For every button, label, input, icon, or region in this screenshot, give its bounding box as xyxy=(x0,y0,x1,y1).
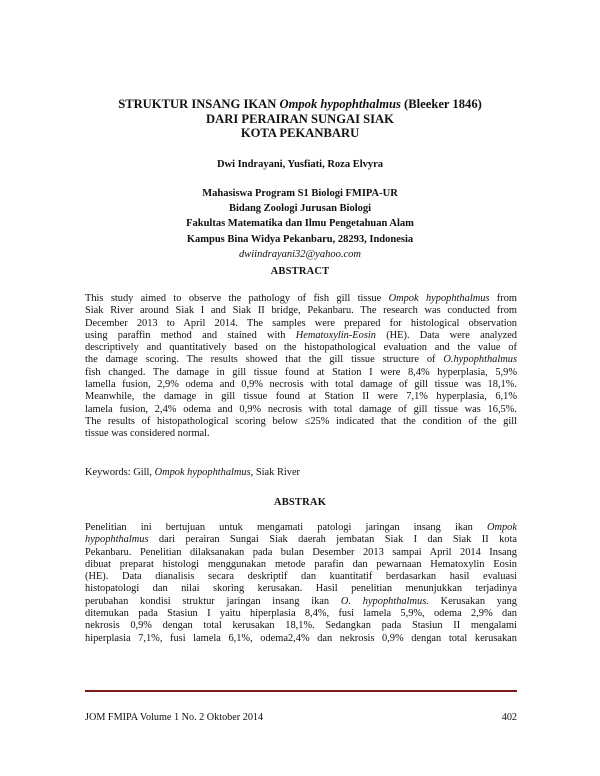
abstract-line: fish changed. The damage in gill tissue found at Station I were 8,4% hyperplasia, 5,9% xyxy=(85,366,517,378)
abstract-line: December 2013 to April 2014. The samples were prepared for histological observation xyxy=(85,317,517,329)
affiliation-line-2: Bidang Zoologi Jurusan Biologi xyxy=(228,203,372,215)
abstrak-line: perubahan kondisi struktur jaringan insang ikan O. hypophthalmus. Kerusakan yang xyxy=(85,595,518,607)
abstract-heading: ABSTRACT xyxy=(270,266,330,277)
affiliation xyxy=(60,186,540,262)
affiliation-line-3: Fakultas Matematika dan Ilmu Pengetahuan Alam xyxy=(186,218,414,230)
abstract-line: The results of histopathological scoring below ≤25% indicated that the condition of the gill xyxy=(85,415,517,427)
abstract-body xyxy=(85,293,517,441)
abstract-line: This study aimed to observe the pathology of fish gill tissue Ompok hypophthalmus from xyxy=(85,293,517,304)
author-email: dwiindrayani32@yahoo.com xyxy=(239,248,361,260)
keywords: Keywords: Gill, Ompok hypophthalmus, Siak River xyxy=(85,467,301,478)
title-species: Ompok hypophthalmus xyxy=(279,97,401,111)
abstrak-line: Penelitian ini bertujuan untuk mengamati patologi jaringan insang ikan Ompok xyxy=(85,522,517,533)
abstract-line: Meanwhile, the damage in gill tissue found at Station II were 7,1% hyperplasia, 6,1% xyxy=(85,391,517,403)
paper-title xyxy=(60,97,540,141)
journal-citation: JOM FMIPA Volume 1 No. 2 Oktober 2014 xyxy=(85,712,264,723)
page-number: 402 xyxy=(501,712,517,723)
abstrak-line: Pekanbaru. Penelitian dilaksanakan pada bulan Desember 2013 sampai April 2014 Insang xyxy=(85,546,517,558)
abstrak-body xyxy=(85,522,517,645)
title-line-2: DARI PERAIRAN SUNGAI SIAK xyxy=(206,111,394,126)
title-line-1: STRUKTUR INSANG IKAN Ompok hypophthalmus (Bleeker 1846) xyxy=(118,97,482,111)
abstract-line: tissue was considered normal. xyxy=(85,428,210,440)
abstrak-line: (HE). Data dianalisis secara deskriptif dan kuantitatif berdasarkan hasil evaluasi xyxy=(85,571,517,583)
abstrak-line: histopatologi dan nilai skoring kerusakan. Hasil penelitian menunjukkan terjadinya xyxy=(85,583,517,595)
affiliation-line-4: Kampus Bina Widya Pekanbaru, 28293, Indonesia xyxy=(186,233,414,245)
abstract-line: Siak River around Siak I and Siak II bridge, Pekanbaru. The research was conducted from xyxy=(85,305,517,317)
abstrak-heading: ABSTRAK xyxy=(273,497,327,508)
title-line-3: KOTA PEKANBARU xyxy=(240,126,360,141)
abstract-line: using paraffin method and stained with Hematoxylin-Eosin (HE). Data were analyzed xyxy=(85,329,518,341)
abstrak-line: hiperplasia 7,1%, fusi lamela 6,1%, odema2,4% dan nekrosis 0,9% dengan total kerusakan xyxy=(85,632,517,644)
authors: Dwi Indrayani, Yusfiati, Roza Elvyra xyxy=(216,159,384,170)
abstract-line: lamela fusion, 2,4% odema and 0,9% necrosis with total damage of gill tissue was 16,5%. xyxy=(85,403,517,415)
abstract-line: descriptively and quantitatively based on the histopathological evaluation and the value of xyxy=(85,342,517,354)
abstrak-line: nekrosis 0,9% dengan total kerusakan 18,1%. Sedangkan pada Stasiun II mengalami xyxy=(85,620,517,632)
affiliation-line-1: Mahasiswa Program S1 Biologi FMIPA-UR xyxy=(202,188,398,199)
abstract-line: the damage scoring. The results showed that the gill tissue structure of O.hypophthalmus xyxy=(85,354,517,366)
footer-rule xyxy=(85,690,517,692)
abstrak-line: dibuat preparat histologi menggunakan metode parafin dan pewarnaan Hematoxylin Eosin xyxy=(85,558,517,570)
abstrak-line: ditemukan pada Stasiun I yaitu hiperplasia 8,4%, fusi lamela 5,9%, odema 2,9% dan xyxy=(85,608,517,620)
keywords-species: Ompok hypophthalmus xyxy=(154,467,251,478)
abstract-line: lamella fusion, 2,9% odema and 0,9% necrosis with total damage of gill tissue was 18,1%. xyxy=(85,379,517,391)
abstrak-line: hypophthalmus dari perairan Sungai Siak daerah jembatan Siak I dan Siak II kota xyxy=(85,534,517,546)
